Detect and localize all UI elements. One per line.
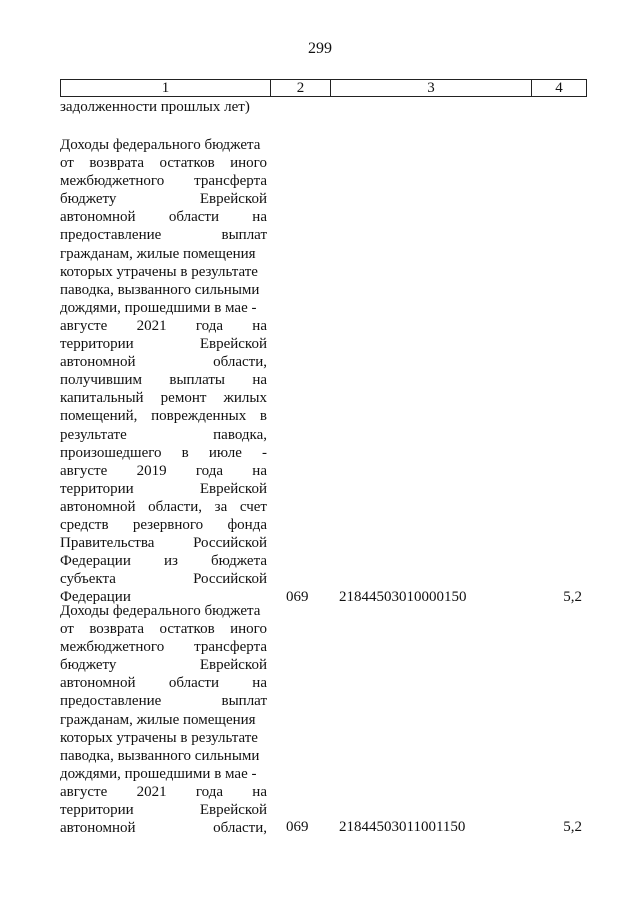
description-word: на [252, 462, 267, 479]
description-line [60, 407, 267, 425]
column-header-4: 4 [532, 80, 587, 97]
amount: 5,2 [563, 819, 582, 836]
description-word: средств [60, 516, 109, 533]
description-line [60, 263, 267, 281]
description-word: Доходы федерального бюджета [60, 137, 261, 153]
description-word: территории [60, 336, 134, 353]
description-word: выплат [221, 227, 267, 244]
description-line [60, 516, 267, 534]
description-line [60, 638, 267, 656]
description-word: Доходы федерального бюджета [60, 603, 261, 619]
description-word: бюджету [60, 657, 117, 674]
description-word: года [195, 783, 223, 800]
description-word: области [168, 675, 219, 692]
description-line [60, 819, 267, 837]
description-word: поврежденных [151, 408, 247, 425]
description-word: области [168, 209, 219, 226]
description-word: на [252, 675, 267, 692]
description-word: предоставление [60, 693, 162, 710]
description-word: счет [239, 498, 267, 515]
description-line [60, 570, 267, 588]
admin-code: 069 [286, 588, 309, 605]
description-word: Еврейской [199, 191, 267, 208]
description-line [60, 480, 267, 498]
description-word: августе [60, 783, 108, 800]
description-word: межбюджетного [60, 173, 165, 190]
description-word: возврата [89, 621, 144, 638]
description-word: территории [60, 480, 134, 497]
description-line [60, 534, 267, 552]
description-line [60, 317, 267, 335]
description-word: Российской [193, 571, 267, 588]
description-word: Российской [193, 535, 267, 552]
table-row-description [60, 602, 267, 837]
description-word: области, [213, 820, 267, 837]
description-line [60, 335, 267, 353]
description-word: резервного [132, 516, 204, 533]
description-word: 2021 [136, 317, 167, 334]
description-line [60, 462, 267, 480]
description-line [60, 620, 267, 638]
description-line [60, 692, 267, 710]
description-word: которых утрачены в результате [60, 729, 258, 746]
description-word: произошедшего [60, 444, 162, 461]
description-line [60, 552, 267, 570]
description-line [60, 154, 267, 172]
description-line [60, 498, 267, 516]
amount: 5,2 [563, 588, 582, 605]
description-line [60, 711, 267, 729]
description-word: остатков [159, 155, 215, 172]
description-word: Еврейской [199, 480, 267, 497]
description-line [60, 801, 267, 819]
description-word: паводка, [213, 426, 267, 443]
description-word: на [252, 209, 267, 226]
description-word: Еврейской [199, 657, 267, 674]
description-word: за [214, 498, 228, 515]
description-word: жилых [223, 390, 267, 407]
description-word: области, [213, 354, 267, 371]
description-word: предоставление [60, 227, 162, 244]
column-header-1: 1 [61, 80, 271, 97]
description-word: дождями, прошедшими в мае - [60, 765, 257, 782]
description-word: от [60, 155, 74, 172]
budget-classification-code: 21844503011001150 [339, 819, 466, 836]
description-word: результате [60, 426, 127, 443]
description-word: - [261, 444, 267, 461]
description-line [60, 353, 267, 371]
description-word: паводка, вызванного сильными [60, 747, 260, 764]
description-line [60, 226, 267, 244]
description-word: субъекта [60, 571, 116, 588]
description-word: которых утрачены в результате [60, 263, 258, 280]
description-line [60, 136, 267, 154]
description-line [60, 172, 267, 190]
description-line [60, 426, 267, 444]
description-word: на [252, 372, 267, 389]
description-line [60, 245, 267, 263]
description-word: 2021 [136, 783, 167, 800]
description-word: бюджету [60, 191, 117, 208]
description-line [60, 190, 267, 208]
description-line [60, 371, 267, 389]
description-word: гражданам, жилые помещения [60, 245, 256, 262]
column-header-2: 2 [271, 80, 331, 97]
description-word: в [259, 408, 267, 425]
description-word: трансферта [194, 639, 267, 656]
description-word: иного [230, 621, 267, 638]
description-word: в [181, 444, 189, 461]
page-number: 299 [308, 40, 332, 57]
description-line [60, 444, 267, 462]
description-word: из [163, 553, 178, 570]
description-word: на [252, 317, 267, 334]
description-word: автономной [60, 209, 136, 226]
description-word: межбюджетного [60, 639, 165, 656]
description-line [60, 602, 267, 620]
description-line [60, 765, 267, 783]
description-word: области, [148, 498, 203, 515]
description-word: на [252, 783, 267, 800]
description-line [60, 729, 267, 747]
description-word: автономной [60, 498, 136, 515]
budget-classification-code: 21844503010000150 [339, 588, 467, 605]
description-line [60, 299, 267, 317]
description-word: паводка, вызванного сильными [60, 281, 260, 298]
description-word: ремонт [160, 390, 207, 407]
description-line [60, 389, 267, 407]
description-word: иного [230, 155, 267, 172]
description-line [60, 208, 267, 226]
admin-code: 069 [286, 819, 309, 836]
description-word: 2019 [136, 462, 167, 479]
description-word: июле [208, 444, 242, 461]
description-word: Правительства [60, 535, 155, 552]
continuation-line: задолженности прошлых лет) [60, 99, 250, 115]
description-word: трансферта [194, 173, 267, 190]
description-word: августе [60, 462, 108, 479]
description-word: бюджета [211, 553, 267, 570]
description-word: Еврейской [199, 336, 267, 353]
column-header-3: 3 [331, 80, 532, 97]
description-word: помещений, [60, 408, 138, 425]
description-word: года [195, 317, 223, 334]
description-word: территории [60, 802, 134, 819]
description-line [60, 747, 267, 765]
description-word: получившим [60, 372, 143, 389]
column-header-row [60, 79, 587, 97]
description-word: Федерации [60, 589, 131, 606]
description-line [60, 674, 267, 692]
description-word: фонда [227, 516, 267, 533]
description-word: дождями, прошедшими в мае - [60, 299, 257, 316]
description-line [60, 783, 267, 801]
description-word: года [195, 462, 223, 479]
description-word: августе [60, 317, 108, 334]
description-word: возврата [89, 155, 144, 172]
description-word: Федерации [60, 553, 131, 570]
description-line [60, 281, 267, 299]
description-line [60, 656, 267, 674]
description-word: автономной [60, 820, 136, 837]
description-word: выплаты [169, 372, 225, 389]
description-word: от [60, 621, 74, 638]
description-word: остатков [159, 621, 215, 638]
description-word: Еврейской [199, 802, 267, 819]
table-row-description [60, 136, 267, 606]
description-word: автономной [60, 675, 136, 692]
description-word: выплат [221, 693, 267, 710]
continuation-text [60, 98, 267, 116]
description-word: гражданам, жилые помещения [60, 711, 256, 728]
description-word: автономной [60, 354, 136, 371]
description-word: капитальный [60, 390, 144, 407]
